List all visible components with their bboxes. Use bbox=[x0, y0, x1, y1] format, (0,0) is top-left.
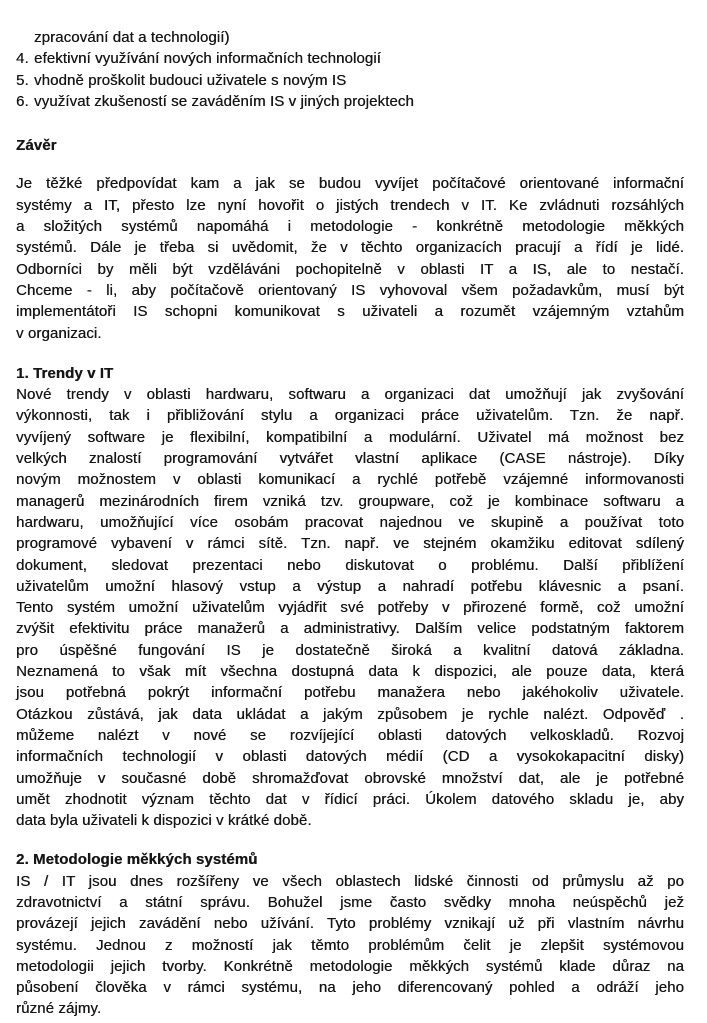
text-line: managerů mezinárodních firem vzniká tzv. groupware, což je kombinace softwaru a bbox=[16, 492, 684, 510]
list-item-number: 6. bbox=[16, 92, 29, 110]
text-line: informačních technologií v oblasti datových médií (CD a vysokokapacitní disky) bbox=[16, 748, 684, 766]
text-line: Odborníci by měli být vzděláváni pochopitelně v oblasti IT a IS, ale to nestačí. bbox=[16, 260, 684, 278]
list-item-text: vhodně proškolit budouci uživatele s novým IS bbox=[34, 71, 347, 89]
text-line: výkonnosti, tak i přibližování stylu a organizaci práce uživatelům. Tzn. že např. bbox=[16, 407, 684, 425]
numbered-list bbox=[16, 27, 684, 112]
section bbox=[16, 849, 684, 1019]
list-item bbox=[16, 48, 684, 69]
text-line: a složitých systémů napomáhá i metodologie - konkrétně metodologie měkkých bbox=[16, 218, 684, 236]
sections-container bbox=[16, 135, 684, 1020]
text-line: provázejí jejich zavádění nebo užívání. Tyto problémy vznikají už při vlastním návrhu bbox=[16, 915, 684, 933]
text-line: implementátoři IS schopni komunikovat s uživateli a rozumět vzájemným vztahům bbox=[16, 303, 684, 321]
text-line: různé zájmy. bbox=[16, 1000, 102, 1018]
text-line: systémy a IT, přesto lze nyní hovořit o jistých trendech v IT. Ke zvládnuti rozsáhlých bbox=[16, 196, 684, 214]
text-line: můžeme nalézt v nové se rozvíjející oblasti datových velkoskladů. Rozvoj bbox=[16, 726, 684, 744]
text-line: umožňuje v současné době shromažďovat obrovské množství dat, ale je potřebné bbox=[16, 769, 684, 787]
section-heading: Závěr bbox=[16, 137, 57, 155]
text-line: data byla uživateli k dispozici v krátké době. bbox=[16, 812, 312, 830]
list-item-text: využívat zkušeností se zaváděním IS v jiných projektech bbox=[34, 92, 414, 110]
text-line: působení člověka v rámci systému, na jeho diferencovaný pohled a odráží jeho bbox=[16, 979, 684, 997]
text-line: jsou potřebná pokrýt informační potřebu manažera nebo jakéhokoliv uživatele. bbox=[16, 684, 684, 702]
paragraph bbox=[16, 384, 684, 831]
text-line: Otázkou zůstává, jak data ukládat a jakým způsobem je rychle nalézt. Odpověď . bbox=[16, 705, 684, 723]
text-line: Chceme - li, aby počítačově orientovaný IS vyhovoval všem požadavkům, musí být bbox=[16, 281, 684, 299]
paragraph bbox=[16, 173, 684, 343]
text-line: metodologii jejich tvorby. Konkrétně metodologie měkkých systémů klade důraz na bbox=[16, 957, 684, 975]
list-continuation-line: zpracování dat a technologií) bbox=[34, 29, 230, 46]
text-line: Neznamená to však mít všechna dostupná data k dispozici, ale pouze data, která bbox=[16, 663, 684, 681]
text-line: programové vybavení v rámci sítě. Tzn. např. ve stejném okamžiku editovat sdílený bbox=[16, 535, 684, 553]
text-line: dokument, sledovat prezentaci nebo diskutovat o problému. Další přiblížení bbox=[16, 556, 684, 574]
text-line: Nové trendy v oblasti hardwaru, softwaru a organizaci dat umožňují jak zvyšování bbox=[16, 386, 684, 404]
text-line: Je těžké předpovídat kam a jak se budou vyvíjet počítačové orientované informační bbox=[16, 175, 684, 193]
text-line: Tento systém umožní uživatelům vyjádřit své potřeby v přirozené formě, což umožní bbox=[16, 599, 684, 617]
text-line: umět zhodnotit význam těchto dat v řídicí práci. Úkolem datového skladu je, aby bbox=[16, 790, 684, 808]
text-line: zdravotnictví a státní správu. Bohužel jsme často svědky mnoha neúspěchů jež bbox=[16, 893, 684, 911]
section bbox=[16, 363, 684, 832]
text-line: pro úspěšné fungování IS je dostatečně široká a kvalitní datová základna. bbox=[16, 641, 684, 659]
section-heading: 1. Trendy v IT bbox=[16, 364, 114, 382]
text-line: systému. Jednou z možností jak těmto problémům čelit je zlepšit systémovou bbox=[16, 936, 684, 954]
text-line: vyvíjený software je flexibilní, kompatibilní a modulární. Uživatel má možnost bez bbox=[16, 428, 684, 446]
text-line: zvýšit efektivitu práce manažerů a administrativy. Dalším velice podstatným faktorem bbox=[16, 620, 684, 638]
text-line: uživatelům umožní hlasový vstup a výstup a nahradí potřebu klávesnic a psaní. bbox=[16, 577, 684, 595]
section bbox=[16, 135, 684, 344]
list-item-number: 4. bbox=[16, 50, 29, 68]
text-line: IS / IT jsou dnes rozšířeny ve všech oblastech lidské činnosti od průmyslu až po bbox=[16, 872, 684, 890]
text-line: novým možnostem v oblasti komunikací a rychlé potřebě vzájemné informovanosti bbox=[16, 471, 684, 489]
list-item-number: 5. bbox=[16, 71, 29, 89]
list-item bbox=[16, 91, 684, 112]
text-line: velkých znalostí programování vytvářet vlastní aplikace (CASE nástroje). Díky bbox=[16, 450, 684, 468]
list-item bbox=[16, 70, 684, 91]
text-line: hardwaru, umožňující více osobám pracovat najednou ve skupině a používat toto bbox=[16, 513, 684, 531]
section-heading: 2. Metodologie měkkých systémů bbox=[16, 851, 258, 869]
text-line: systémů. Dále je třeba si uvědomit, že v těchto organizacích pracují a řídí je lidé. bbox=[16, 239, 684, 257]
text-line: v organizaci. bbox=[16, 324, 102, 342]
paragraph bbox=[16, 871, 684, 1020]
list-item-text: efektivní využívání nových informačních technologií bbox=[34, 50, 381, 68]
